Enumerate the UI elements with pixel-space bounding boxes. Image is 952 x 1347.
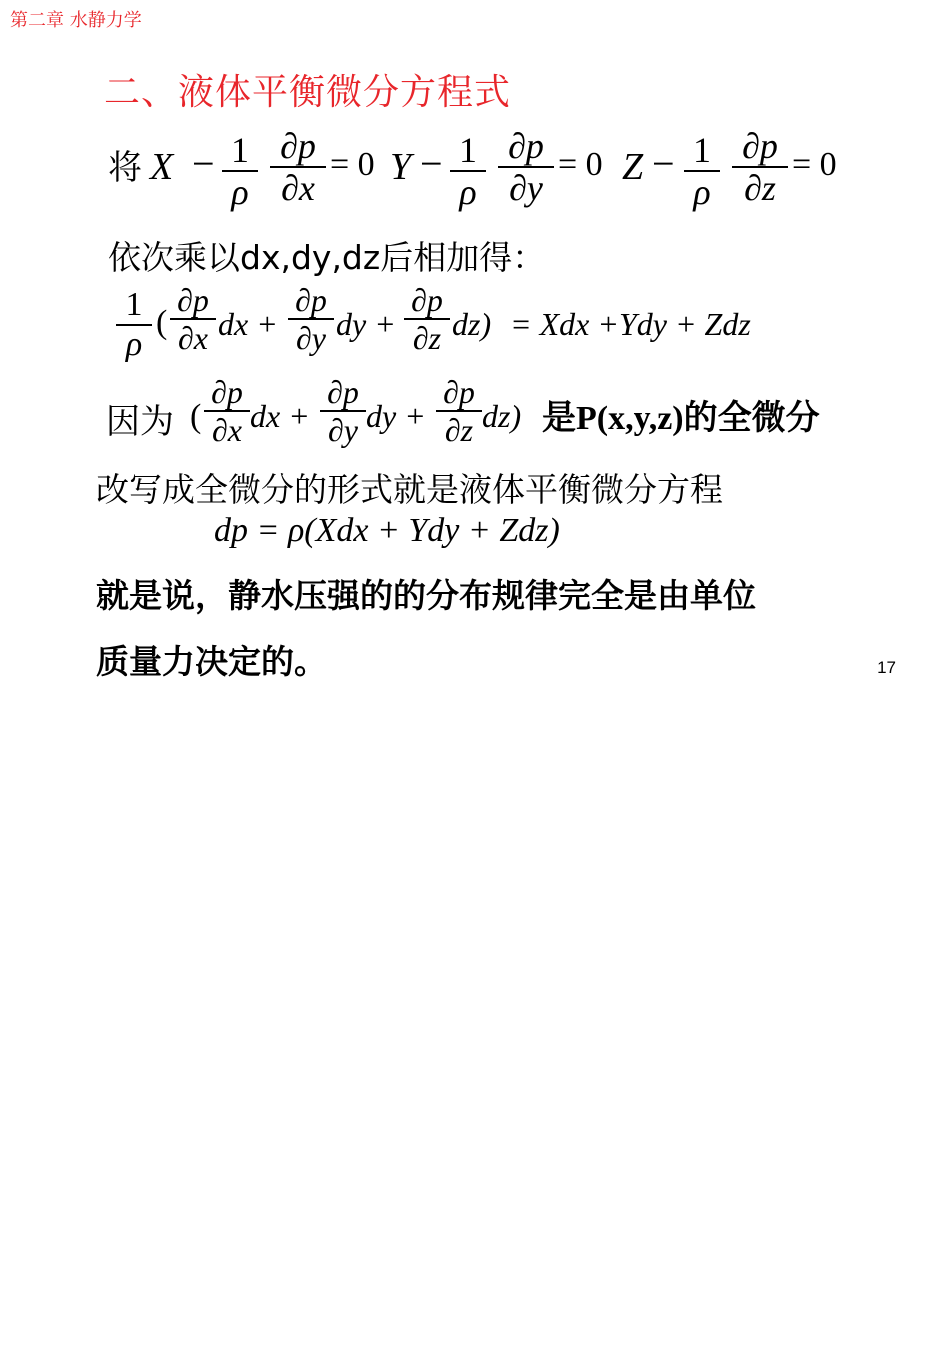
eq3-term3: dz) xyxy=(482,398,522,434)
eq1-y-rho: ρ xyxy=(459,172,477,212)
eq1-x-one: 1 xyxy=(231,130,249,170)
eq2-term3: dz) xyxy=(452,306,492,342)
total-differential-equation: dp = ρ(Xdx + Ydy + Zdz) xyxy=(214,512,560,549)
eq3-open-paren: ( xyxy=(190,398,202,435)
eq1-y-dp: ∂p xyxy=(508,126,544,166)
eq1-z-var: Z xyxy=(622,146,644,188)
eq3-tail xyxy=(542,390,820,439)
eq1-z-minus: − xyxy=(652,141,675,186)
eq1-y-minus: − xyxy=(420,141,443,186)
eq2-dz: ∂z xyxy=(412,320,442,356)
eq1-z-dvar: ∂z xyxy=(744,168,776,208)
eq3-dp3: ∂p xyxy=(443,374,475,410)
eq1-z-one: 1 xyxy=(693,130,711,170)
eq2-dp3: ∂p xyxy=(411,282,443,318)
eq2-rho: ρ xyxy=(125,326,143,363)
eq1-z-deriv-frac xyxy=(732,128,788,206)
eq2-rhs: = Xdx +Ydy + Zdz xyxy=(510,306,751,342)
eq3-dy: ∂y xyxy=(327,412,358,448)
multiply-sum-text: 依次乘以dx,dy,dz后相加得： xyxy=(108,238,546,277)
eq3-deriv1 xyxy=(204,376,250,446)
eq2-dx: ∂x xyxy=(177,320,208,356)
eq1-y-eq: = 0 xyxy=(558,146,603,183)
eq2-term2: dy + xyxy=(336,306,396,342)
eq3-tail-cn2: 的全微分 xyxy=(683,398,820,438)
eq1-x-coef-frac xyxy=(222,132,258,210)
eq2-deriv1 xyxy=(170,284,216,354)
page-number: 17 xyxy=(877,658,896,677)
eq1-x-eq: = 0 xyxy=(330,146,375,183)
eq1-x-deriv-frac xyxy=(270,128,326,206)
eq3-deriv3 xyxy=(436,376,482,446)
eq3-dz: ∂z xyxy=(444,412,474,448)
eq1-z-rho: ρ xyxy=(693,172,711,212)
eq1-y-one: 1 xyxy=(459,130,477,170)
eq1-lead: 将 xyxy=(108,148,142,188)
eq1-z-eq: = 0 xyxy=(792,146,837,183)
eq2-dy: ∂y xyxy=(295,320,326,356)
eq2-deriv3 xyxy=(404,284,450,354)
eq1-y-coef-frac xyxy=(450,132,486,210)
eq2-one: 1 xyxy=(125,286,143,323)
eq3-term2: dy + xyxy=(366,398,426,434)
eq2-open-paren: ( xyxy=(156,304,168,341)
eq1-z-coef-frac xyxy=(684,132,720,210)
eq3-lead: 因为 xyxy=(106,402,174,442)
eq1-x-dp: ∂p xyxy=(280,126,316,166)
eq1-x-dvar: ∂x xyxy=(281,168,315,208)
conclusion-line-2: 质量力决定的。 xyxy=(96,642,327,681)
eq2-dp1: ∂p xyxy=(177,282,209,318)
eq1-y-deriv-frac xyxy=(498,128,554,206)
eq3-dx: ∂x xyxy=(211,412,242,448)
rewrite-text: 改写成全微分的形式就是液体平衡微分方程 xyxy=(96,470,723,509)
eq2-coef-frac xyxy=(116,288,152,362)
chapter-header: 第二章 水静力学 xyxy=(10,10,142,31)
eq2-dp2: ∂p xyxy=(295,282,327,318)
eq3-dp2: ∂p xyxy=(327,374,359,410)
eq3-tail-func: P(x,y,z) xyxy=(576,400,684,437)
eq1-x-rho: ρ xyxy=(231,172,249,212)
eq1-x-minus: − xyxy=(192,141,215,186)
eq2-term1: dx + xyxy=(218,306,278,342)
eq1-y-dvar: ∂y xyxy=(509,168,543,208)
conclusion-line-1: 就是说，静水压强的的分布规律完全是由单位 xyxy=(96,576,756,615)
eq3-tail-cn1: 是 xyxy=(542,398,576,438)
eq3-deriv2 xyxy=(320,376,366,446)
eq1-z-dp: ∂p xyxy=(742,126,778,166)
section-title: 二、液体平衡微分方程式 xyxy=(104,72,512,113)
eq1-y-var: Y xyxy=(390,146,412,188)
eq3-dp1: ∂p xyxy=(211,374,243,410)
eq2-deriv2 xyxy=(288,284,334,354)
eq3-term1: dx + xyxy=(250,398,310,434)
eq1-x-var: X xyxy=(150,146,174,188)
